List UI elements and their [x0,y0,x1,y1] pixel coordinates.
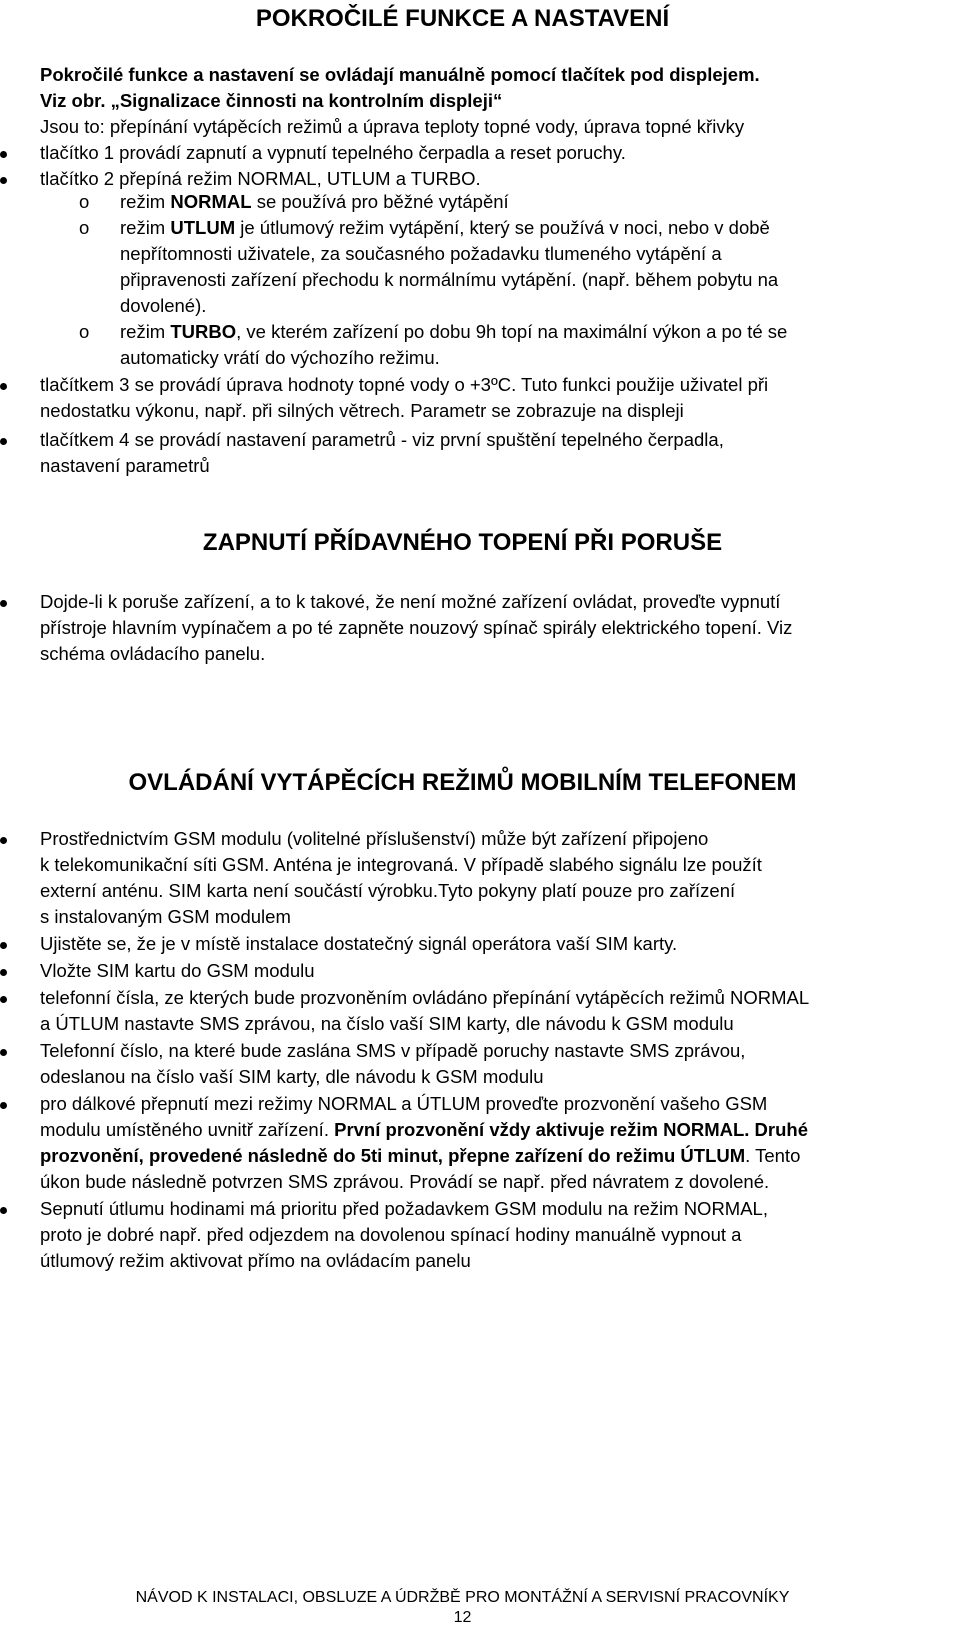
list-item-line: úkon bude následně potvrzen SMS zprávou. Provádí se např. před návratem z dovolené. [40,1171,770,1192]
bullet-icon [0,996,7,1003]
list-item-line: útlumový režim aktivovat přímo na ovládacím panelu [40,1250,471,1271]
circle-bullet-icon: o [79,321,90,342]
page-number: 12 [453,1609,472,1626]
bullet-icon [0,383,7,390]
bullet-icon [0,1049,7,1056]
sub-list-line: automaticky vrátí do výchozího režimu. [120,347,440,368]
list-item-line: externí anténu. SIM karta není součástí výrobku.Tyto pokyny platí pouze pro zařízení [40,880,736,901]
intro-line-1: Pokročilé funkce a nastavení se ovládají manuálně pomocí tlačítek pod displejem. [40,64,760,85]
list-item-line: nastavení parametrů [40,455,210,476]
bullet-icon [0,438,7,445]
bullet-icon [0,600,7,607]
list-item-line: a ÚTLUM nastavte SMS zprávou, na číslo vaší SIM karty, dle návodu k GSM modulu [40,1013,734,1034]
list-item-line: nedostatku výkonu, např. při silných větrech. Parametr se zobrazuje na displeji [40,400,684,421]
bullet-icon [0,1207,7,1214]
section-title-backup-heating: ZAPNUTÍ PŘÍDAVNÉHO TOPENÍ PŘI PORUŠE [202,529,723,556]
sub-list-line: připravenosti zařízení přechodu k normálnímu vytápění. (např. během pobytu na [120,269,779,290]
section-title-gsm-control: OVLÁDÁNÍ VYTÁPĚCÍCH REŽIMŮ MOBILNÍM TELEFONEM [128,769,797,796]
bullet-icon [0,942,7,949]
bullet-icon [0,1102,7,1109]
bullet-icon [0,969,7,976]
list-item-line: s instalovaným GSM modulem [40,906,291,927]
list-item-line: modulu umístěného uvnitř zařízení. První prozvonění vždy aktivuje režim NORMAL. Druhé [40,1119,809,1140]
bullet-icon [0,837,7,844]
list-item-line: k telekomunikační síti GSM. Anténa je integrovaná. V případě slabého signálu lze použít [40,854,762,875]
sub-list-line: nepřítomnosti uživatele, za současného požadavku tlumeného vytápění a [120,243,722,264]
circle-bullet-icon: o [79,191,90,212]
section-title-advanced: POKROČILÉ FUNKCE A NASTAVENÍ [255,5,670,32]
list-item-line: přístroje hlavním vypínačem a po té zapněte nouzový spínač spirály elektrického topení. Viz [40,617,793,638]
sub-list-line: dovolené). [120,295,207,316]
list-item-line: proto je dobré např. před odjezdem na dovolenou spínací hodiny manuálně vypnout a [40,1224,742,1245]
list-item-line: odeslanou na číslo vaší SIM karty, dle návodu k GSM modulu [40,1066,544,1087]
list-item-line: schéma ovládacího panelu. [40,643,266,664]
bullet-icon [0,177,7,184]
page-footer: NÁVOD K INSTALACI, OBSLUZE A ÚDRŽBĚ PRO MONTÁŽNÍ A SERVISNÍ PRACOVNÍKY [135,1589,790,1606]
circle-bullet-icon: o [79,217,90,238]
bullet-icon [0,151,7,158]
intro-line-3: Jsou to: přepínání vytápěcích režimů a úprava teploty topné vody, úprava topné křivky [40,116,745,137]
list-item-line: prozvonění, provedené následně do 5ti minut, přepne zařízení do režimu ÚTLUM. Tento [40,1145,801,1166]
intro-line-2: Viz obr. „Signalizace činnosti na kontrolním displeji“ [40,90,503,111]
